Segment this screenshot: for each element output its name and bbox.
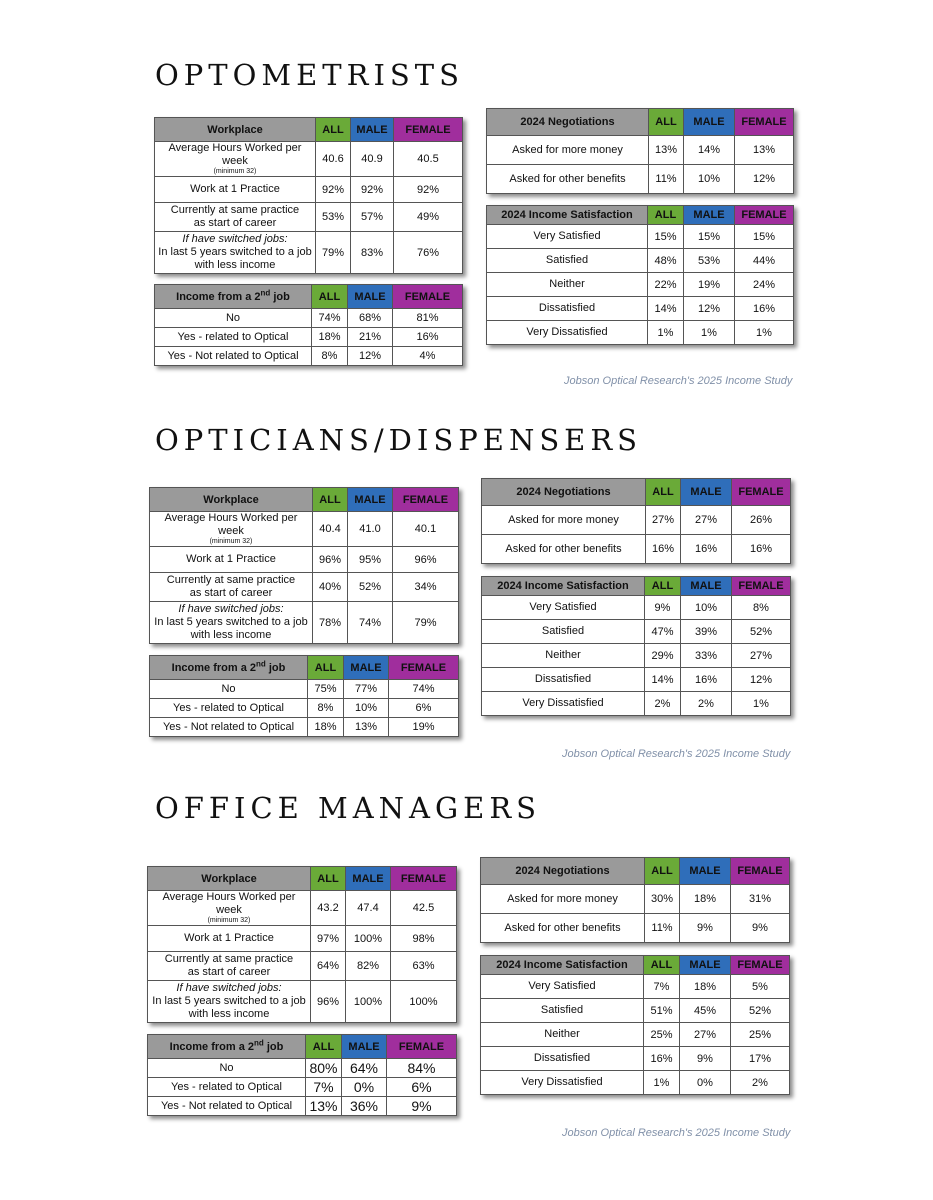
value-female: 31%: [731, 885, 790, 914]
value-female: 42.5: [391, 891, 457, 926]
row-label: Asked for more money: [481, 885, 645, 914]
value-male: 2%: [681, 692, 732, 716]
row-label: Asked for other benefits: [487, 165, 649, 194]
value-all: 9%: [645, 596, 681, 620]
value-male: 16%: [681, 535, 732, 564]
value-male: 100%: [346, 926, 391, 952]
row-label-line2: with less income: [190, 629, 272, 641]
value-all: 18%: [308, 718, 344, 737]
value-female: 52%: [732, 620, 791, 644]
value-all: 74%: [312, 309, 348, 328]
satisfaction-header: 2024 Income Satisfaction: [482, 577, 645, 596]
value-female: 1%: [732, 692, 791, 716]
table-row: [150, 699, 459, 718]
col-all-header: ALL: [311, 867, 346, 891]
col-female-header: FEMALE: [394, 118, 463, 142]
workplace-table-optometrists: [154, 117, 463, 274]
col-female-header: FEMALE: [731, 858, 790, 885]
col-all-header: ALL: [313, 488, 348, 512]
value-all: 11%: [645, 914, 680, 943]
row-label: Asked for more money: [482, 506, 646, 535]
row-label: Yes - related to Optical: [148, 1078, 306, 1097]
value-all: 16%: [644, 1047, 680, 1071]
row-label: In last 5 years switched to a job: [154, 616, 308, 628]
row-label: Neither: [487, 273, 648, 297]
row-label: Satisfied: [481, 999, 644, 1023]
satisfaction-table-opticians: [481, 576, 791, 716]
row-label-line2: as start of career: [193, 217, 277, 229]
row-label: No: [150, 680, 308, 699]
row-label: Yes - related to Optical: [155, 328, 312, 347]
table-row: [482, 692, 791, 716]
value-female: 19%: [389, 718, 459, 737]
value-male: 15%: [684, 225, 735, 249]
value-male: 9%: [680, 1047, 731, 1071]
col-male-header: MALE: [348, 488, 393, 512]
col-female-header: FEMALE: [732, 577, 791, 596]
col-all-header: ALL: [312, 285, 348, 309]
value-male: 74%: [348, 602, 393, 644]
value-male: 33%: [681, 644, 732, 668]
value-male: 27%: [680, 1023, 731, 1047]
value-female: 6%: [389, 699, 459, 718]
col-female-header: FEMALE: [735, 109, 794, 136]
col-female-header: FEMALE: [391, 867, 457, 891]
table-row: [148, 926, 457, 952]
workplace-header: Workplace: [150, 488, 313, 512]
negotiations-table-office-managers: [480, 857, 790, 943]
value-male: 45%: [680, 999, 731, 1023]
value-female: 34%: [393, 573, 459, 602]
col-male-header: MALE: [681, 479, 732, 506]
row-label: Asked for more money: [487, 136, 649, 165]
row-label: Very Dissatisfied: [487, 321, 648, 345]
table-row: [481, 914, 790, 943]
table-row: [482, 620, 791, 644]
row-label-line2: as start of career: [187, 966, 271, 978]
table-row: [481, 1071, 790, 1095]
value-all: 25%: [644, 1023, 680, 1047]
income2-header: Income from a 2nd job: [155, 285, 312, 309]
negotiations-header: 2024 Negotiations: [487, 109, 649, 136]
value-female: 40.1: [393, 512, 459, 547]
row-label: Very Dissatisfied: [482, 692, 645, 716]
value-all: 18%: [312, 328, 348, 347]
col-female-header: FEMALE: [389, 656, 459, 680]
value-female: 76%: [394, 232, 463, 274]
value-all: 47%: [645, 620, 681, 644]
row-label-italic: If have switched jobs:: [176, 982, 282, 994]
value-male: 83%: [351, 232, 394, 274]
col-male-header: MALE: [344, 656, 389, 680]
table-row: [482, 596, 791, 620]
col-all-header: ALL: [645, 577, 681, 596]
table-row: [481, 885, 790, 914]
table-row: [155, 232, 463, 274]
value-all: 92%: [316, 177, 351, 203]
col-all-header: ALL: [308, 656, 344, 680]
row-label: Neither: [482, 644, 645, 668]
value-male: 10%: [344, 699, 389, 718]
value-all: 64%: [311, 952, 346, 981]
value-female: 96%: [393, 547, 459, 573]
row-label: Yes - Not related to Optical: [150, 718, 308, 737]
row-label: Yes - Not related to Optical: [155, 347, 312, 366]
col-male-header: MALE: [684, 206, 735, 225]
col-male-header: MALE: [680, 956, 731, 975]
row-label-line2: as start of career: [189, 587, 273, 599]
table-row: [148, 1078, 457, 1097]
value-all: 8%: [308, 699, 344, 718]
value-female: 27%: [732, 644, 791, 668]
satisfaction-header: 2024 Income Satisfaction: [481, 956, 644, 975]
row-note: (minimum 32): [209, 538, 253, 545]
value-female: 24%: [735, 273, 794, 297]
value-female: 12%: [732, 668, 791, 692]
table-row: [482, 535, 791, 564]
col-male-header: MALE: [351, 118, 394, 142]
value-female: 100%: [391, 981, 457, 1023]
value-all: 53%: [316, 203, 351, 232]
col-female-header: FEMALE: [387, 1035, 457, 1059]
value-all: 48%: [648, 249, 684, 273]
table-row: [148, 981, 457, 1023]
row-label-italic: If have switched jobs:: [182, 233, 288, 245]
value-all: 15%: [648, 225, 684, 249]
table-row: [481, 1047, 790, 1071]
source-credit: Jobson Optical Research's 2025 Income Study: [562, 1127, 791, 1139]
row-label: Asked for other benefits: [481, 914, 645, 943]
value-female: 5%: [731, 975, 790, 999]
value-male: 18%: [680, 975, 731, 999]
value-all: 22%: [648, 273, 684, 297]
value-female: 17%: [731, 1047, 790, 1071]
value-female: 16%: [393, 328, 463, 347]
value-all: 29%: [645, 644, 681, 668]
income2-table-opticians: [149, 655, 459, 737]
row-label: No: [148, 1059, 306, 1078]
col-male-header: MALE: [348, 285, 393, 309]
table-row: [487, 321, 794, 345]
row-label: Dissatisfied: [481, 1047, 644, 1071]
col-all-header: ALL: [646, 479, 681, 506]
row-label: Dissatisfied: [487, 297, 648, 321]
table-row: [487, 249, 794, 273]
value-all: 1%: [648, 321, 684, 345]
value-male: 10%: [681, 596, 732, 620]
table-row: [148, 891, 457, 926]
value-female: 81%: [393, 309, 463, 328]
row-label: Average Hours Worked per week: [162, 891, 296, 916]
value-male: 64%: [342, 1059, 387, 1078]
value-male: 9%: [680, 914, 731, 943]
col-all-header: ALL: [306, 1035, 342, 1059]
table-row: [155, 347, 463, 366]
col-all-header: ALL: [645, 858, 680, 885]
value-female: 52%: [731, 999, 790, 1023]
table-row: [155, 309, 463, 328]
value-female: 92%: [394, 177, 463, 203]
value-female: 49%: [394, 203, 463, 232]
source-credit: Jobson Optical Research's 2025 Income Study: [562, 748, 791, 760]
row-label: Currently at same practice: [164, 953, 294, 965]
value-all: 7%: [644, 975, 680, 999]
value-female: 2%: [731, 1071, 790, 1095]
value-male: 95%: [348, 547, 393, 573]
row-label: Currently at same practice: [170, 204, 300, 216]
value-female: 44%: [735, 249, 794, 273]
col-female-header: FEMALE: [393, 488, 459, 512]
value-all: 11%: [649, 165, 684, 194]
value-male: 36%: [342, 1097, 387, 1116]
row-label: Satisfied: [482, 620, 645, 644]
value-female: 74%: [389, 680, 459, 699]
source-credit: Jobson Optical Research's 2025 Income Study: [564, 375, 793, 387]
value-female: 8%: [732, 596, 791, 620]
value-female: 16%: [732, 535, 791, 564]
value-male: 0%: [680, 1071, 731, 1095]
table-row: [481, 999, 790, 1023]
value-female: 9%: [731, 914, 790, 943]
row-label: Dissatisfied: [482, 668, 645, 692]
value-all: 7%: [306, 1078, 342, 1097]
row-label: Satisfied: [487, 249, 648, 273]
row-label: Very Satisfied: [481, 975, 644, 999]
table-row: [482, 668, 791, 692]
value-male: 57%: [351, 203, 394, 232]
col-female-header: FEMALE: [393, 285, 463, 309]
table-row: [148, 952, 457, 981]
col-male-header: MALE: [684, 109, 735, 136]
value-female: 15%: [735, 225, 794, 249]
value-male: 41.0: [348, 512, 393, 547]
value-male: 100%: [346, 981, 391, 1023]
value-male: 12%: [348, 347, 393, 366]
table-row: [481, 1023, 790, 1047]
table-row: [155, 142, 463, 177]
value-female: 16%: [735, 297, 794, 321]
row-note: (minimum 32): [207, 917, 251, 924]
value-male: 12%: [684, 297, 735, 321]
value-male: 0%: [342, 1078, 387, 1097]
row-label-line2: with less income: [194, 259, 276, 271]
value-all: 43.2: [311, 891, 346, 926]
value-all: 40.6: [316, 142, 351, 177]
income2-table-optometrists: [154, 284, 463, 366]
row-label: Asked for other benefits: [482, 535, 646, 564]
table-row: [155, 203, 463, 232]
value-female: 1%: [735, 321, 794, 345]
value-female: 6%: [387, 1078, 457, 1097]
value-male: 47.4: [346, 891, 391, 926]
value-all: 97%: [311, 926, 346, 952]
value-male: 18%: [680, 885, 731, 914]
col-all-header: ALL: [316, 118, 351, 142]
row-label: Very Dissatisfied: [481, 1071, 644, 1095]
workplace-header: Workplace: [148, 867, 311, 891]
value-all: 13%: [306, 1097, 342, 1116]
section-title-opticians: OPTICIANS/DISPENSERS: [155, 423, 643, 457]
value-male: 52%: [348, 573, 393, 602]
section-title-optometrists: OPTOMETRISTS: [155, 58, 464, 92]
col-male-header: MALE: [346, 867, 391, 891]
col-male-header: MALE: [342, 1035, 387, 1059]
row-label: Yes - related to Optical: [150, 699, 308, 718]
table-row: [487, 136, 794, 165]
workplace-header: Workplace: [155, 118, 316, 142]
satisfaction-table-office-managers: [480, 955, 790, 1095]
table-row: [150, 512, 459, 547]
table-row: [148, 1097, 457, 1116]
row-label: Neither: [481, 1023, 644, 1047]
income2-header: Income from a 2nd job: [148, 1035, 306, 1059]
col-male-header: MALE: [680, 858, 731, 885]
value-female: 98%: [391, 926, 457, 952]
value-female: 4%: [393, 347, 463, 366]
table-row: [148, 1059, 457, 1078]
value-all: 79%: [316, 232, 351, 274]
income2-table-office-managers: [147, 1034, 457, 1116]
table-row: [487, 297, 794, 321]
row-label: Average Hours Worked per week: [168, 142, 302, 167]
value-all: 96%: [311, 981, 346, 1023]
table-row: [155, 177, 463, 203]
col-female-header: FEMALE: [732, 479, 791, 506]
satisfaction-header: 2024 Income Satisfaction: [487, 206, 648, 225]
row-label: Work at 1 Practice: [148, 926, 311, 952]
row-label: Average Hours Worked per week: [164, 512, 298, 537]
value-female: 12%: [735, 165, 794, 194]
value-female: 13%: [735, 136, 794, 165]
table-row: [150, 547, 459, 573]
row-label: Very Satisfied: [482, 596, 645, 620]
value-male: 53%: [684, 249, 735, 273]
table-row: [482, 506, 791, 535]
value-all: 30%: [645, 885, 680, 914]
value-all: 1%: [644, 1071, 680, 1095]
value-all: 80%: [306, 1059, 342, 1078]
table-row: [487, 273, 794, 297]
value-male: 14%: [684, 136, 735, 165]
value-all: 40%: [313, 573, 348, 602]
col-female-header: FEMALE: [731, 956, 790, 975]
value-male: 92%: [351, 177, 394, 203]
income2-header: Income from a 2nd job: [150, 656, 308, 680]
row-label: Very Satisfied: [487, 225, 648, 249]
value-all: 78%: [313, 602, 348, 644]
value-all: 14%: [645, 668, 681, 692]
table-row: [150, 680, 459, 699]
value-female: 9%: [387, 1097, 457, 1116]
row-label: In last 5 years switched to a job: [152, 995, 306, 1007]
value-all: 51%: [644, 999, 680, 1023]
satisfaction-table-optometrists: [486, 205, 794, 345]
value-male: 13%: [344, 718, 389, 737]
row-label: Work at 1 Practice: [155, 177, 316, 203]
value-male: 82%: [346, 952, 391, 981]
value-male: 68%: [348, 309, 393, 328]
value-all: 40.4: [313, 512, 348, 547]
workplace-table-office-managers: [147, 866, 457, 1023]
table-row: [155, 328, 463, 347]
value-all: 8%: [312, 347, 348, 366]
value-female: 26%: [732, 506, 791, 535]
negotiations-table-opticians: [481, 478, 791, 564]
col-female-header: FEMALE: [735, 206, 794, 225]
value-female: 84%: [387, 1059, 457, 1078]
col-all-header: ALL: [648, 206, 684, 225]
value-female: 25%: [731, 1023, 790, 1047]
row-label: In last 5 years switched to a job: [158, 246, 312, 258]
negotiations-table-optometrists: [486, 108, 794, 194]
value-all: 75%: [308, 680, 344, 699]
value-all: 14%: [648, 297, 684, 321]
value-male: 10%: [684, 165, 735, 194]
row-label: No: [155, 309, 312, 328]
value-male: 39%: [681, 620, 732, 644]
value-all: 96%: [313, 547, 348, 573]
section-title-office-managers: OFFICE MANAGERS: [155, 791, 542, 825]
col-all-header: ALL: [649, 109, 684, 136]
value-male: 40.9: [351, 142, 394, 177]
col-male-header: MALE: [681, 577, 732, 596]
row-label-italic: If have switched jobs:: [178, 603, 284, 615]
row-label: Yes - Not related to Optical: [148, 1097, 306, 1116]
table-row: [150, 573, 459, 602]
value-male: 19%: [684, 273, 735, 297]
table-row: [487, 225, 794, 249]
value-all: 13%: [649, 136, 684, 165]
row-label-line2: with less income: [188, 1008, 270, 1020]
value-female: 79%: [393, 602, 459, 644]
value-female: 63%: [391, 952, 457, 981]
value-male: 16%: [681, 668, 732, 692]
value-male: 1%: [684, 321, 735, 345]
value-all: 16%: [646, 535, 681, 564]
table-row: [487, 165, 794, 194]
row-label: Work at 1 Practice: [150, 547, 313, 573]
negotiations-header: 2024 Negotiations: [482, 479, 646, 506]
table-row: [481, 975, 790, 999]
workplace-table-opticians: [149, 487, 459, 644]
value-all: 2%: [645, 692, 681, 716]
value-male: 21%: [348, 328, 393, 347]
value-male: 77%: [344, 680, 389, 699]
table-row: [150, 602, 459, 644]
value-male: 27%: [681, 506, 732, 535]
table-row: [482, 644, 791, 668]
table-row: [150, 718, 459, 737]
negotiations-header: 2024 Negotiations: [481, 858, 645, 885]
value-female: 40.5: [394, 142, 463, 177]
col-all-header: ALL: [644, 956, 680, 975]
value-all: 27%: [646, 506, 681, 535]
row-note: (minimum 32): [213, 168, 257, 175]
row-label: Currently at same practice: [166, 574, 296, 586]
